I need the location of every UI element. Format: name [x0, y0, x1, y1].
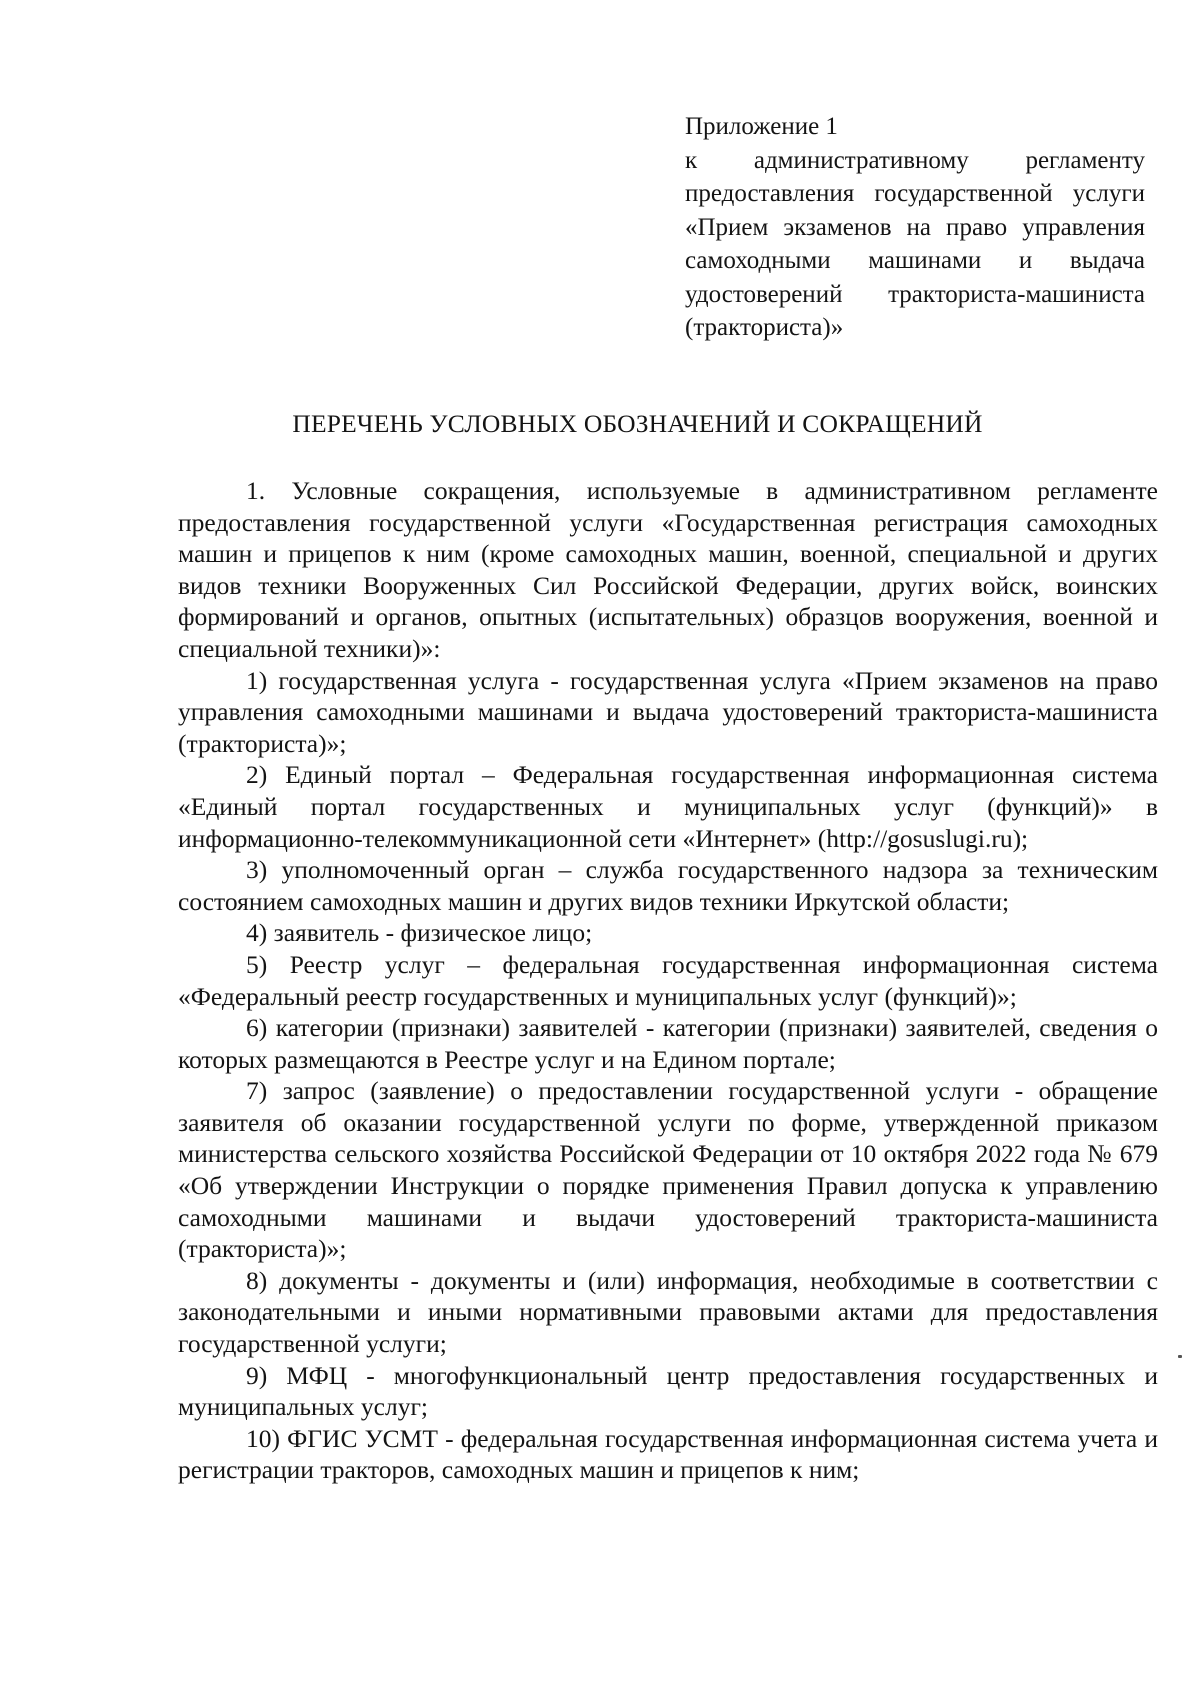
- list-item-7: 7) запрос (заявление) о предоставлении государственной услуги - обращение заявителя об оказании государственной услуги по форме, утвержденной приказом министерства сельского хозяйства Российской Федерации от 10 октября 2022 года № 679 «Об утверждении Инструкции о порядке применения Правил допуска к управлению самоходными машинами и выдачи удостоверений тракториста-машиниста (тракториста)»;: [178, 1076, 1158, 1264]
- list-item-6: 6) категории (признаки) заявителей - категории (признаки) заявителей, сведения о которых размещаются в Реестре услуг и на Едином портале;: [178, 1013, 1158, 1074]
- appendix-title: Приложение 1: [685, 113, 838, 140]
- list-item-9: 9) МФЦ - многофункциональный центр предоставления государственных и муниципальных услуг;: [178, 1360, 1158, 1422]
- document-body: [178, 475, 1158, 1486]
- scan-speck: [1178, 1355, 1182, 1358]
- list-item-4: 4) заявитель - физическое лицо;: [246, 918, 593, 948]
- appendix-block: [685, 110, 1145, 345]
- list-item-1: 1) государственная услуга - государственная услуга «Прием экзаменов на право управления самоходными машинами и выдача удостоверений тракториста-машиниста (тракториста)»;: [178, 665, 1158, 758]
- list-item-8: 8) документы - документы и (или) информация, необходимые в соответствии с законодательными и иными нормативными правовыми актами для предоставления государственной услуги;: [178, 1265, 1158, 1359]
- document-heading: ПЕРЕЧЕНЬ УСЛОВНЫХ ОБОЗНАЧЕНИЙ И СОКРАЩЕНИЙ: [292, 409, 983, 438]
- list-item-10: 10) ФГИС УСМТ - федеральная государственная информационная система учета и регистрации тракторов, самоходных машин и прицепов к ним;: [178, 1423, 1158, 1485]
- intro-paragraph: 1. Условные сокращения, используемые в административном регламенте предоставления государственной услуги «Государственная регистрация самоходных машин и прицепов к ним (кроме самоходных машин, военной, специальной и других видов техники Вооруженных Сил Российской Федерации, других войск, воинских формирований и органов, опытных (испытательных) образцов вооружения, военной и специальной техники)»:: [178, 476, 1158, 663]
- appendix-text: к административному регламенту предоставления государственной услуги «Прием экзаменов на право управления самоходными машинами и выдача удостоверений тракториста-машиниста (тракториста)»: [685, 146, 1145, 341]
- list-item-3: 3) уполномоченный орган – служба государственного надзора за техническим состоянием самоходных машин и других видов техники Иркутской области;: [178, 855, 1158, 916]
- list-item-5: 5) Реестр услуг – федеральная государственная информационная система «Федеральный реестр государственных и муниципальных услуг (функций)»;: [178, 949, 1158, 1011]
- list-item-2: 2) Единый портал – Федеральная государственная информационная система «Единый портал государственных и муниципальных услуг (функций)» в информационно-телекоммуникационной сети «Интернет» (http://gosuslugi.ru);: [178, 760, 1158, 853]
